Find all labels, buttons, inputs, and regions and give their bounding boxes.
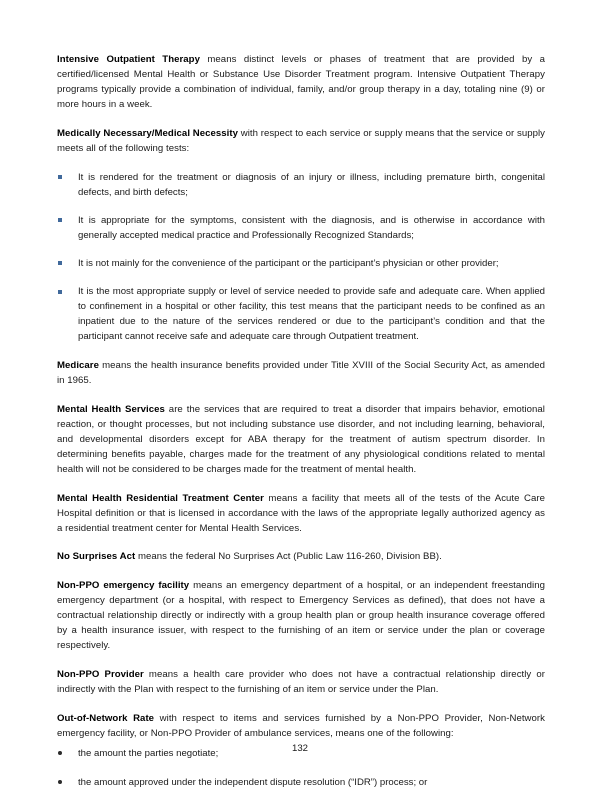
list-item-text: the amount approved under the independent dispute resolution (“IDR”) process; or: [78, 776, 428, 788]
definition-medically-necessary: [57, 126, 545, 156]
definition-body: with respect to each service or supply means that the service or supply meets all of the following tests:: [57, 127, 546, 154]
round-bullet-icon: [58, 780, 62, 784]
definition-body: means an emergency department of a hospital, or an independent freestanding emergency department (or a hospital, with respect to Emergency Services as defined), that does not have a contractual relationship directly or indirectly with a group health plan or group health insurance coverage offered by a health insurance issuer, with respect to the furnishing of an item or service under the plan or coverage respectively.: [57, 579, 545, 652]
definition-term: No Surprises Act: [57, 551, 136, 563]
definition-intensive-outpatient-therapy: [57, 52, 545, 112]
list-item-text: It is rendered for the treatment or diagnosis of an injury or illness, including premature birth, congenital defects, and birth defects;: [78, 171, 545, 198]
list-item-text: It is the most appropriate supply or level of service needed to provide safe and adequate care. When applied to confinement in a hospital or other facility, this test means that the participant needs to be confined as an inpatient due to the nature of the services rendered or due to the participant’s condition and that the participant cannot receive safe and adequate care through Outpatient treatment.: [78, 286, 545, 343]
definition-out-of-network-rate: [57, 711, 545, 741]
definition-body: means a health care provider who does not have a contractual relationship directly or indirectly with the Plan with respect to the furnishing of an item or service under the Plan.: [57, 668, 545, 695]
definition-body: means the federal No Surprises Act (Public Law 116-260, Division BB).: [135, 551, 442, 563]
definition-medicare: [57, 358, 545, 388]
definition-non-ppo-provider: [57, 667, 545, 697]
definition-mental-health-residential-treatment-center: [57, 491, 545, 536]
square-bullet-icon: [58, 261, 62, 265]
list-item-text: the amount the parties negotiate;: [78, 747, 219, 759]
definition-term: Non-PPO emergency facility: [57, 579, 190, 591]
square-bullet-icon: [58, 218, 62, 222]
medical-necessity-test-list: [57, 170, 545, 345]
definition-non-ppo-emergency-facility: [57, 578, 545, 653]
list-item-text: It is not mainly for the convenience of the participant or the participant’s physician or other provider;: [78, 257, 499, 269]
definition-term: Non-PPO Provider: [57, 668, 144, 680]
definition-body: means the health insurance benefits provided under Title XVIII of the Social Security Act, as amended in 1965.: [57, 359, 545, 386]
definition-no-surprises-act: [57, 549, 545, 564]
definition-body: with respect to items and services furnished by a Non-PPO Provider, Non-Network emergency facility, or Non-PPO Provider of ambulance services, means one of the following:: [57, 712, 545, 739]
list-item-text: It is appropriate for the symptoms, consistent with the diagnosis, and is otherwise in accordance with generally accepted medical practice and Professionally Recognized Standards;: [78, 214, 545, 241]
list-item: [57, 775, 545, 790]
definition-body: are the services that are required to treat a disorder that impairs behavior, emotional reaction, or thought processes, but not including substance use disorder, and not including learning, behavioral, and developmental disorders except for ABA therapy for the treatment of autism spectrum disorder. In determining benefits payable, charges made for the treatment of any physiological conditions related to mental health will not be considered to be charges made for the treatment of mental health.: [57, 403, 545, 475]
definition-mental-health-services: [57, 402, 545, 477]
definition-term: Mental Health Residential Treatment Center: [57, 492, 264, 504]
definition-term: Medically Necessary/Medical Necessity: [57, 127, 238, 139]
list-item: [57, 284, 545, 344]
list-item: [57, 256, 545, 271]
definition-term: Out-of-Network Rate: [57, 712, 155, 724]
list-item: [57, 170, 545, 200]
list-item: [57, 213, 545, 243]
definition-term: Mental Health Services: [57, 403, 165, 415]
definition-term: Medicare: [57, 359, 99, 371]
square-bullet-icon: [58, 290, 62, 294]
definition-body: means distinct levels or phases of treatment that are provided by a certified/licensed Mental Health or Substance Use Disorder Treatment program. Intensive Outpatient Therapy programs typically provide a combination of individual, family, and/or group therapy in a day, totaling nine (9) or more hours in a week.: [57, 54, 545, 111]
definition-term: Intensive Outpatient Therapy: [57, 54, 200, 65]
square-bullet-icon: [58, 175, 62, 179]
definition-body: means a facility that meets all of the tests of the Acute Care Hospital definition or that is licensed in accordance with the laws of the appropriate legally authorized agency as a residential treatment center for Mental Health Services.: [57, 492, 545, 534]
page-number: 132: [291, 743, 308, 754]
